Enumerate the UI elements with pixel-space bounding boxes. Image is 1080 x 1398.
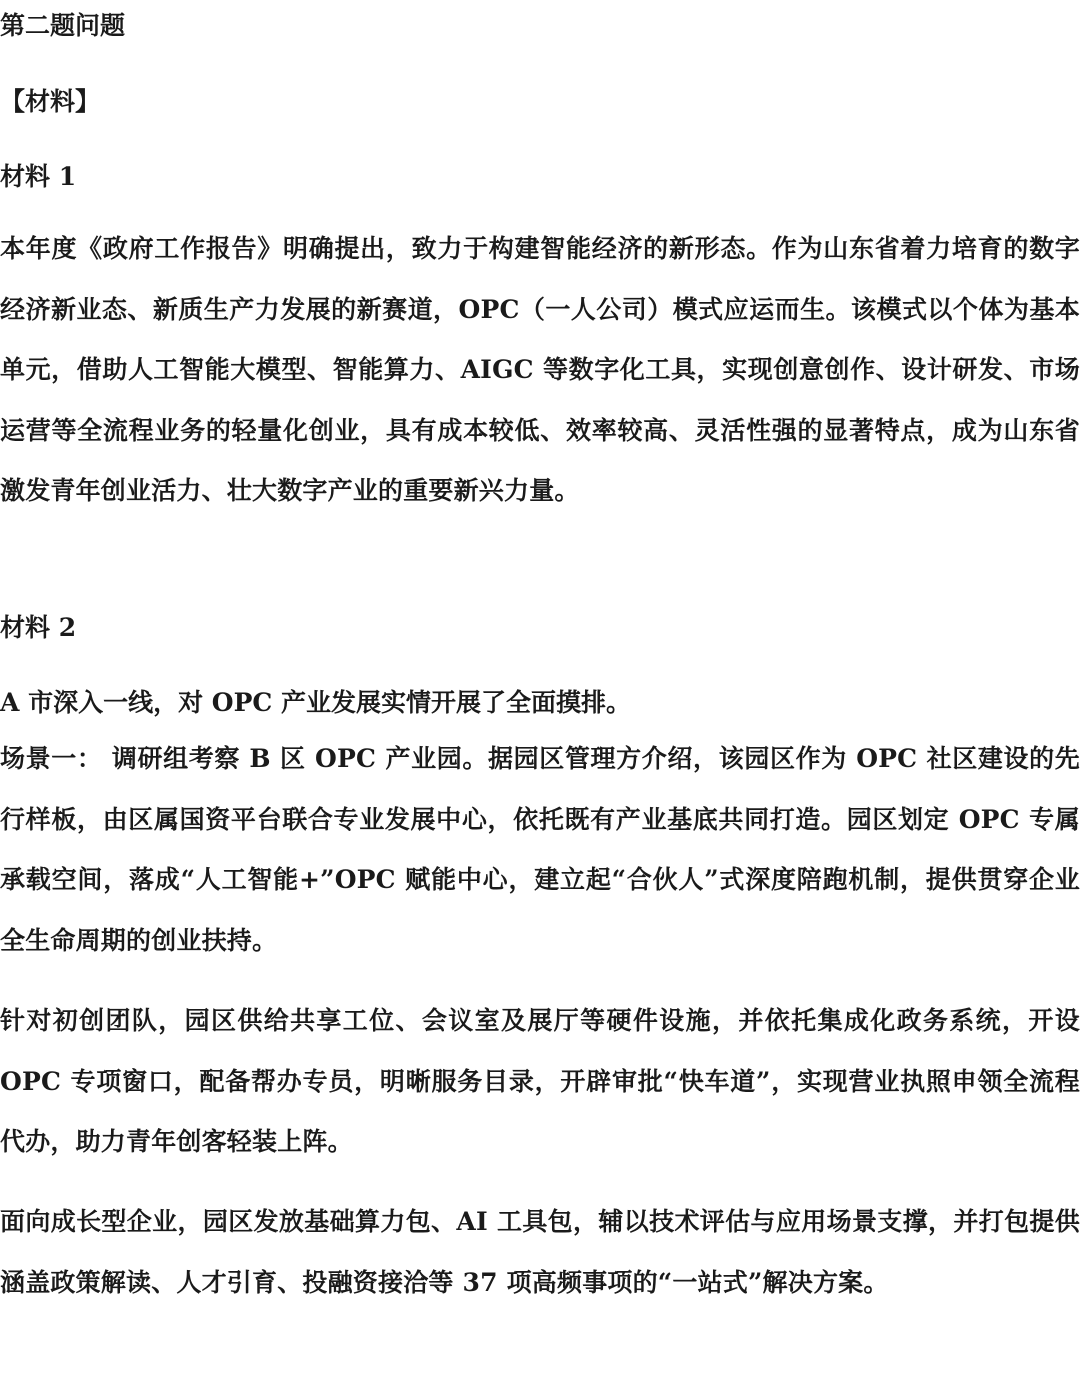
material-2-growth-paragraph: 面向成长型企业，园区发放基础算力包、AI 工具包，辅以技术评估与应用场景支撑，并打包提供涵盖政策解读、人才引育、投融资接洽等 37 项高频事项的“一站式”解决方案。 — [0, 1207, 1080, 1297]
material-2-scene-1: 场景一： 调研组考察 B 区 OPC 产业园。据园区管理方介绍，该园区作为 OPC 社区建设的先行样板，由区属国资平台联合专业发展中心，依托既有产业基底共同打造。园区划定 OPC 专属承载空间，落成“人工智能+”OPC 赋能中心，建立起“合伙人”式深度陪跑机制，提供贯穿企业全生命周期的创业扶持。 — [0, 744, 1080, 955]
material-2-startup-paragraph: 针对初创团队，园区供给共享工位、会议室及展厅等硬件设施，并依托集成化政务系统，开设 OPC 专项窗口，配备帮办专员，明晰服务目录，开辟审批“快车道”，实现营业执照申领全流程代办，助力青年创客轻装上阵。 — [0, 1006, 1080, 1156]
material-2-intro: A 市深入一线，对 OPC 产业发展实情开展了全面摸排。 — [0, 688, 631, 717]
material-header: 【材料】 — [0, 87, 101, 116]
material-1-text: 本年度《政府工作报告》明确提出，致力于构建智能经济的新形态。作为山东省着力培育的数字经济新业态、新质生产力发展的新赛道，OPC（一人公司）模式应运而生。该模式以个体为基本单元，借助人工智能大模型、智能算力、AIGC 等数字化工具，实现创意创作、设计研发、市场运营等全流程业务的轻量化创业，具有成本较低、效率较高、灵活性强的显著特点，成为山东省激发青年创业活力、壮大数字产业的重要新兴力量。 — [0, 234, 1080, 505]
material-1-heading: 材料 1 — [0, 162, 77, 191]
material-2-heading: 材料 2 — [0, 613, 77, 642]
page-title: 第二题问题 — [0, 11, 126, 40]
